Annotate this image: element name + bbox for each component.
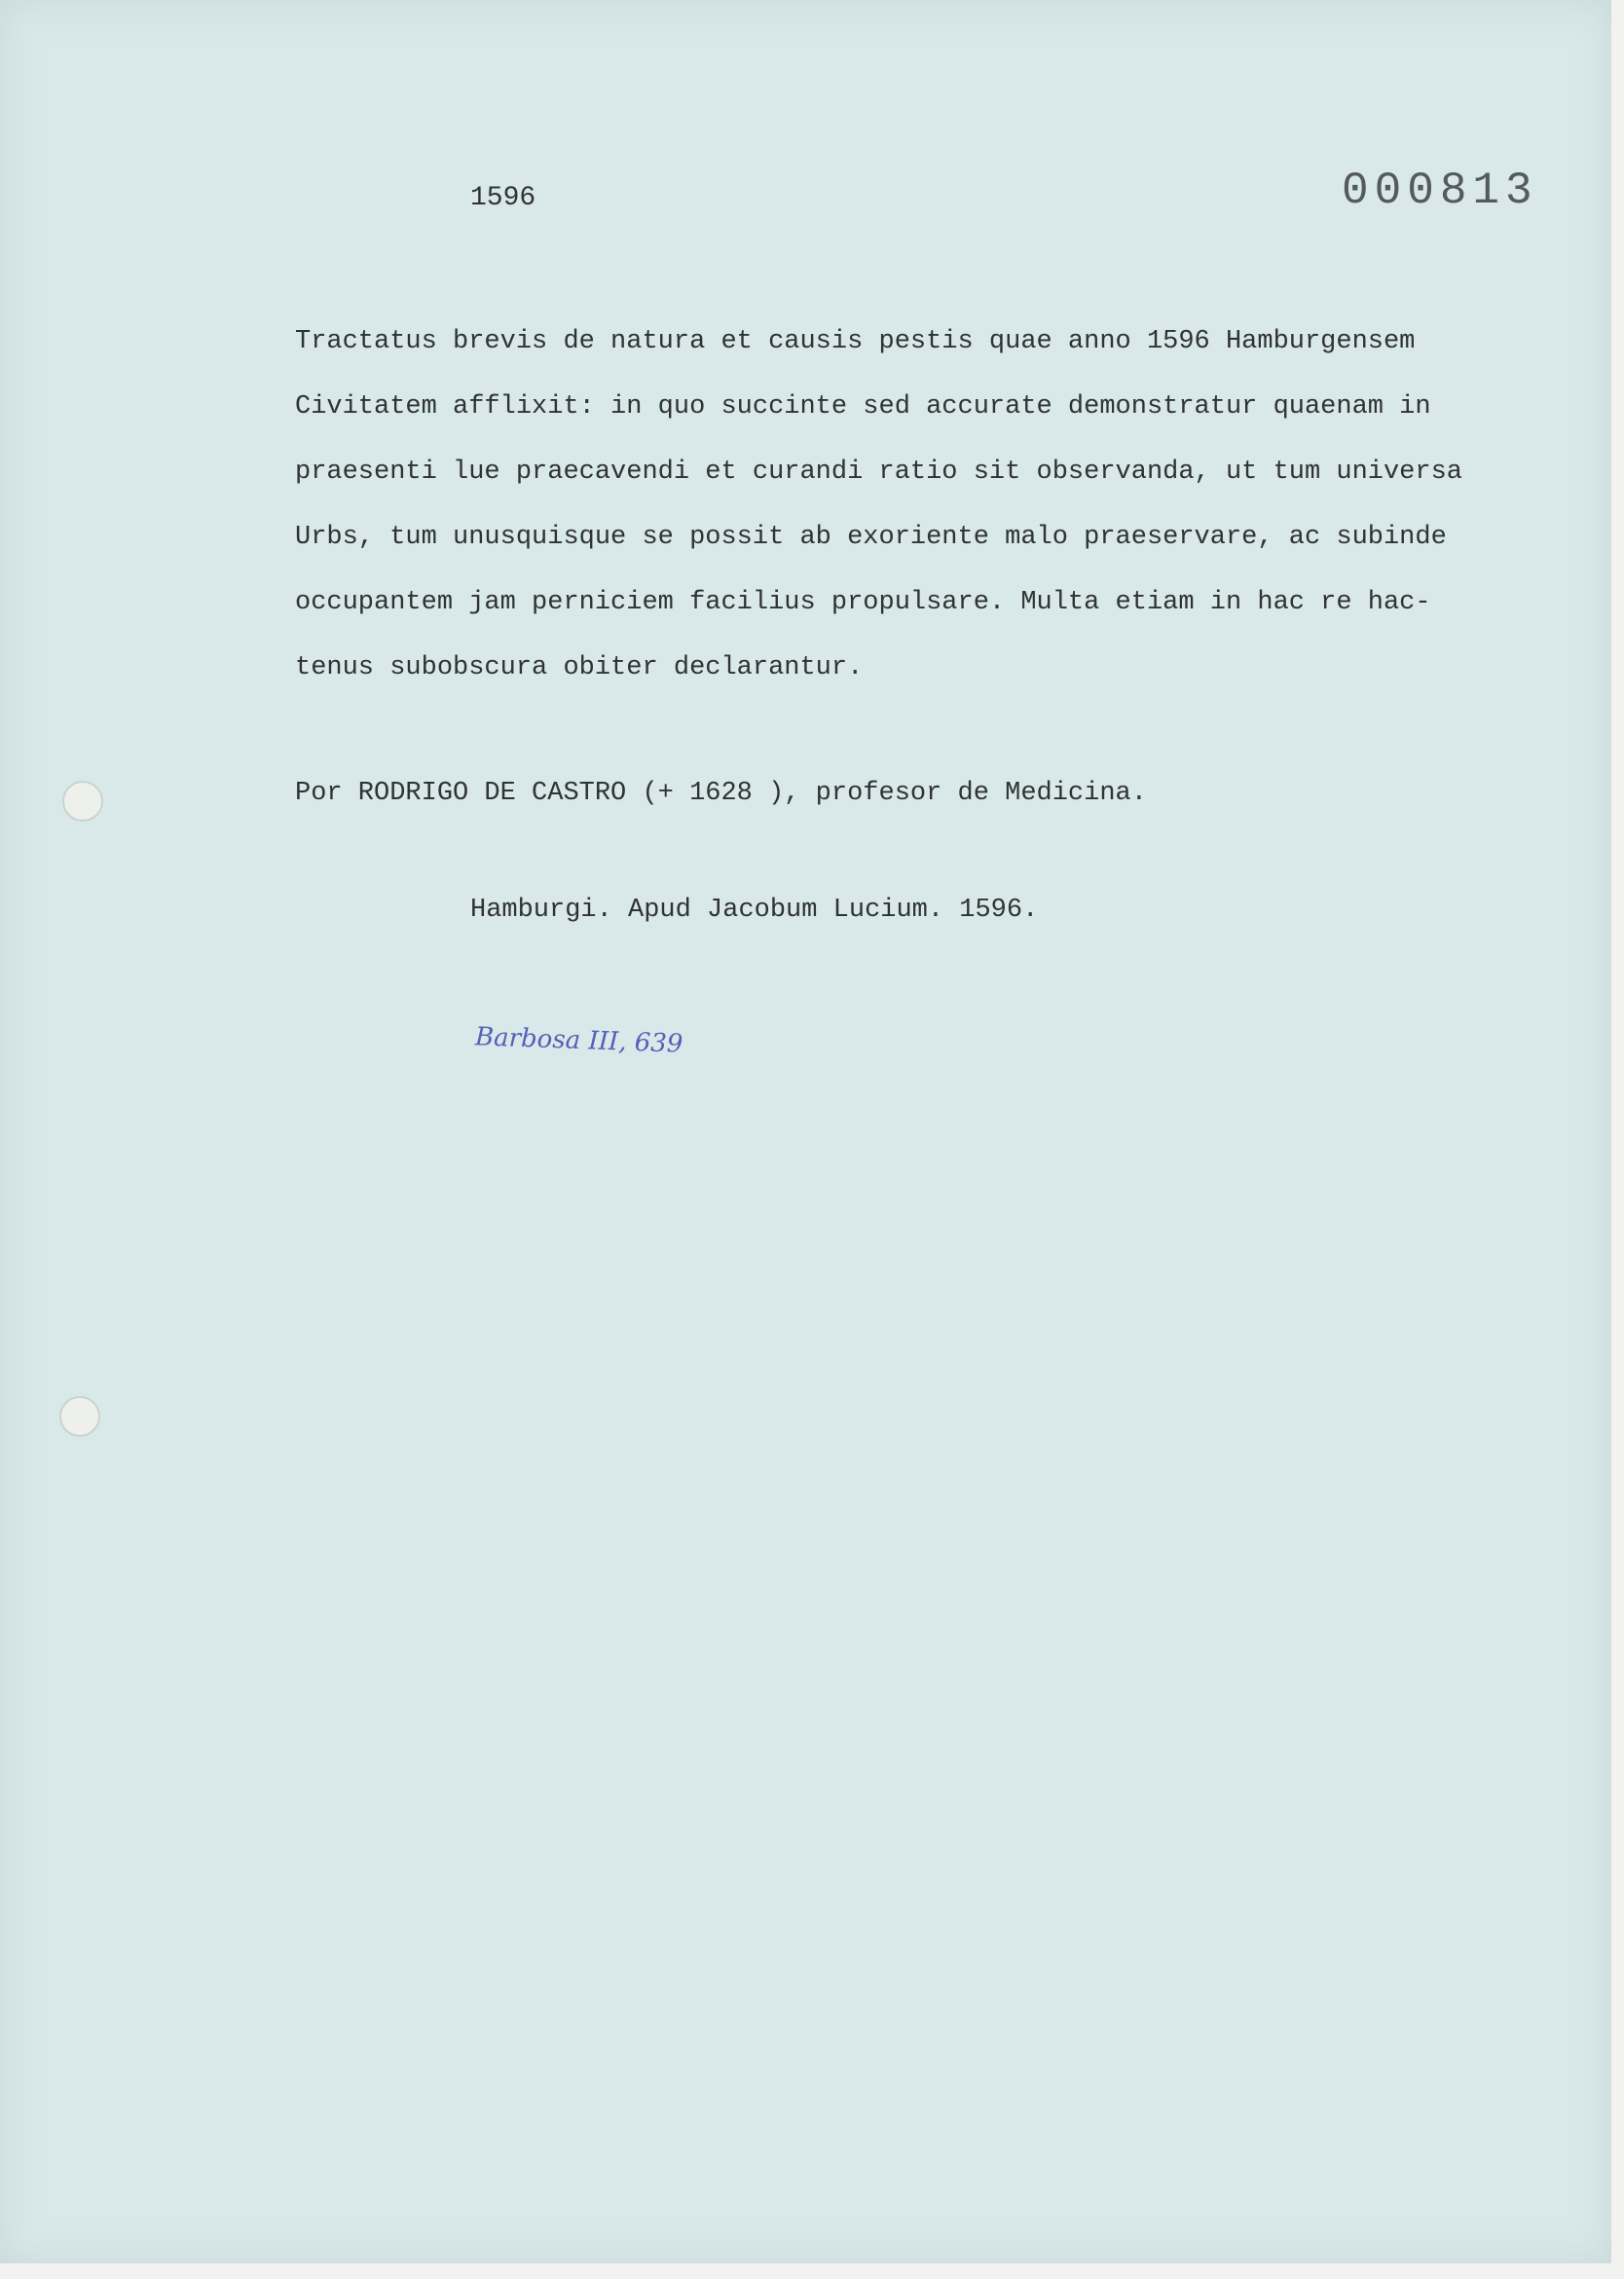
imprint-line: Hamburgi. Apud Jacobum Lucium. 1596. bbox=[470, 896, 1039, 925]
handwritten-reference-note: Barbosa III, 639 bbox=[474, 1022, 683, 1059]
title-line: tenus subobscura obiter declarantur. bbox=[295, 653, 864, 682]
punch-hole-bottom bbox=[59, 1396, 100, 1437]
author-line: Por RODRIGO DE CASTRO (+ 1628 ), profesor de Medicina. bbox=[295, 779, 1147, 808]
book-title bbox=[295, 310, 1605, 701]
title-line: Tractatus brevis de natura et causis pestis quae anno 1596 Hamburgensem bbox=[295, 327, 1416, 356]
year-heading: 1596 bbox=[470, 183, 536, 213]
title-line: Urbs, tum unusquisque se possit ab exoriente malo praeservare, ac subinde bbox=[295, 523, 1447, 552]
record-number: 000813 bbox=[1342, 165, 1538, 216]
title-line: occupantem jam perniciem facilius propulsare. Multa etiam in hac re hac- bbox=[295, 588, 1431, 617]
title-line: Civitatem afflixit: in quo succinte sed accurate demonstratur quaenam in bbox=[295, 392, 1431, 422]
title-line: praesenti lue praecavendi et curandi ratio sit observanda, ut tum universa bbox=[295, 458, 1462, 487]
punch-hole-top bbox=[62, 781, 103, 822]
